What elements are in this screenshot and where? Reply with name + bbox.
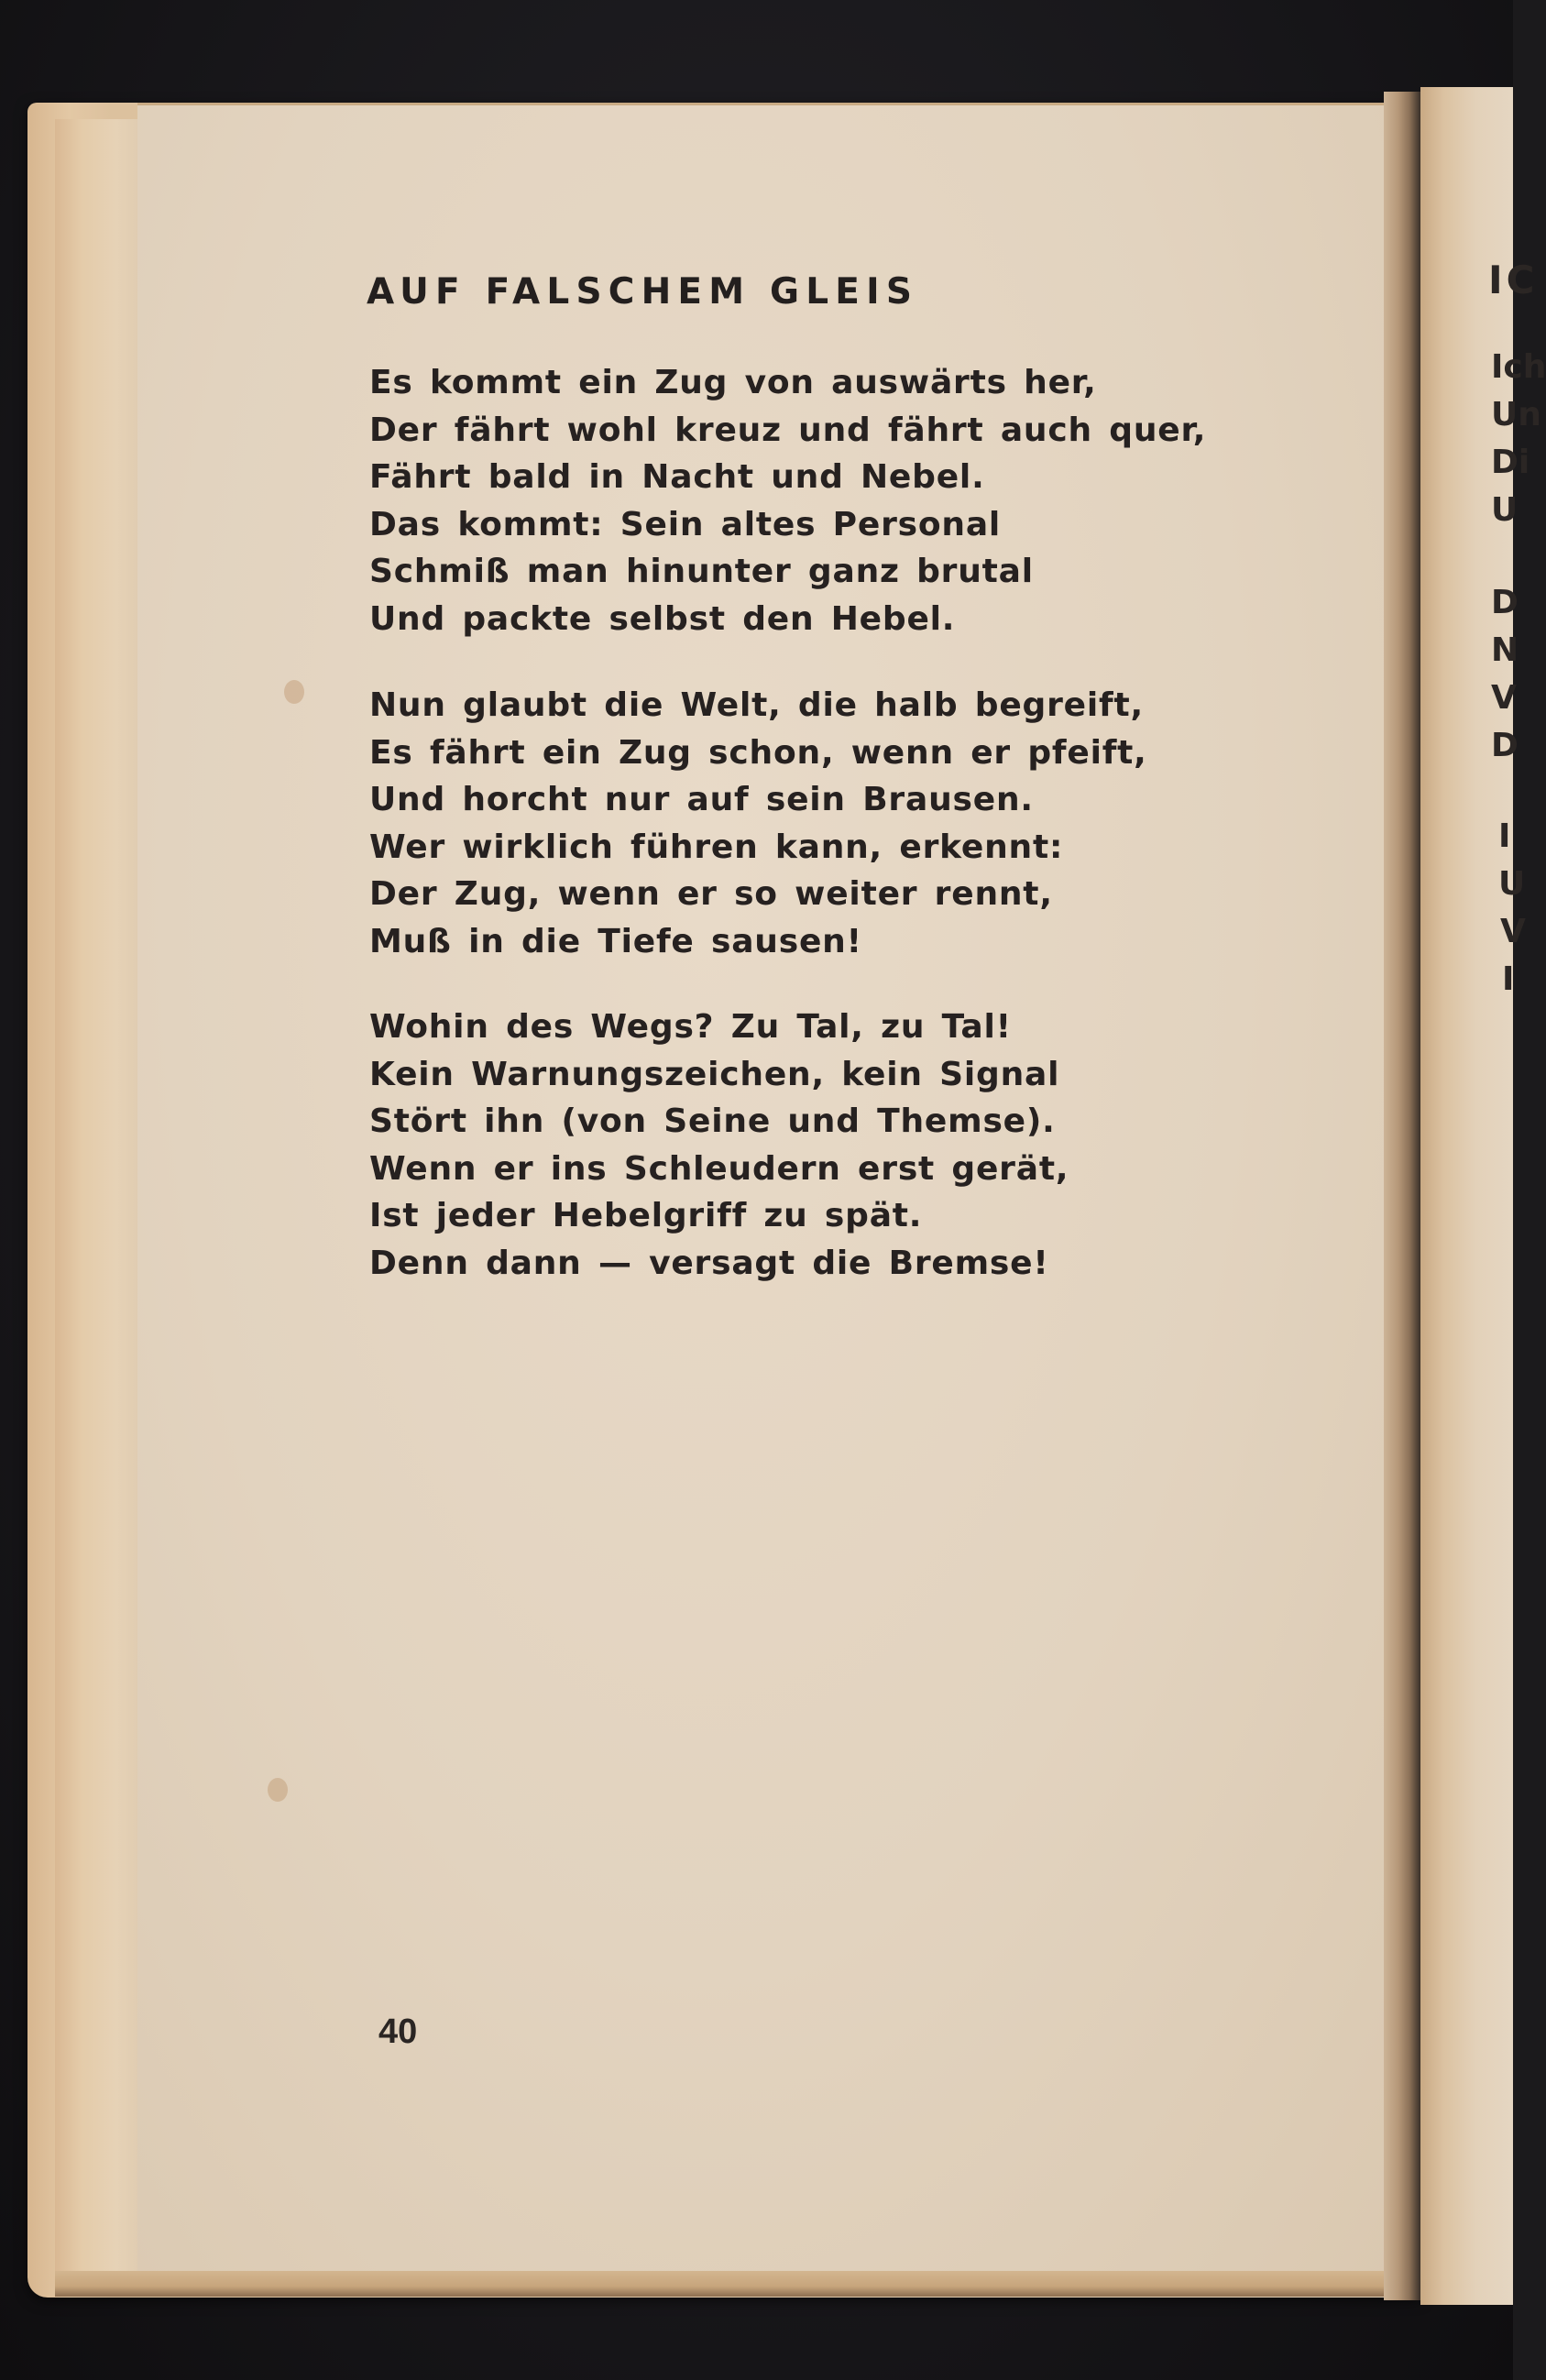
facing-page-fragment: D xyxy=(1491,584,1519,621)
poem-line: Wer wirklich führen kann, erkennt: xyxy=(369,828,1064,866)
stanza xyxy=(369,1004,1069,1287)
facing-page-fragment: I xyxy=(1502,960,1515,998)
poem-line: Fährt bald in Nacht und Nebel. xyxy=(369,458,985,496)
poem-line: Nun glaubt die Welt, die halb begreift, xyxy=(369,686,1144,724)
poem-line: Und packte selbst den Hebel. xyxy=(369,599,956,638)
poem-line: Das kommt: Sein altes Personal xyxy=(369,505,1002,543)
poem-line: Denn dann — versagt die Bremse! xyxy=(369,1244,1049,1282)
facing-page-fragment: Di xyxy=(1491,444,1530,481)
facing-page-fragment: U xyxy=(1498,865,1526,903)
poem-line: Es kommt ein Zug von auswärts her, xyxy=(369,364,1097,401)
facing-page-fragment: V xyxy=(1491,679,1517,717)
poem-line: Ist jeder Hebelgriff zu spät. xyxy=(369,1197,923,1234)
paper-spot xyxy=(268,1778,288,1802)
facing-page-fragment: IC xyxy=(1488,258,1539,302)
poem-line: Wohin des Wegs? Zu Tal, zu Tal! xyxy=(369,1008,1012,1046)
poem-line: Kein Warnungszeichen, kein Signal xyxy=(369,1055,1060,1093)
page-number: 40 xyxy=(378,2013,418,2051)
facing-page-fragment: D xyxy=(1491,727,1519,764)
poem-line: Es fährt ein Zug schon, wenn er pfeift, xyxy=(369,733,1147,772)
poem-line: Wenn er ins Schleudern erst gerät, xyxy=(369,1149,1069,1188)
poem-line: Der Zug, wenn er so weiter rennt, xyxy=(369,875,1053,913)
facing-page-fragment: Ich xyxy=(1491,348,1546,386)
paper-spot xyxy=(284,680,304,704)
poem-line: Und horcht nur auf sein Brausen. xyxy=(369,781,1034,818)
stanza xyxy=(369,682,1147,965)
facing-page-fragment: U xyxy=(1491,491,1519,529)
poem-line: Der fährt wohl kreuz und fährt auch quer, xyxy=(369,411,1207,449)
page-edge-left xyxy=(55,119,142,2282)
facing-page-fragment: N xyxy=(1491,631,1519,669)
poem-line: Schmiß man hinunter ganz brutal xyxy=(369,553,1034,590)
facing-page-fragment: V xyxy=(1500,913,1526,950)
facing-page-fragment: Un xyxy=(1491,396,1541,433)
page-edge-bottom xyxy=(55,2271,1402,2297)
book-gutter xyxy=(1384,92,1420,2300)
facing-page-fragment: I xyxy=(1498,817,1511,855)
poem-title: AUF FALSCHEM GLEIS xyxy=(367,271,919,313)
poem-line: Stört ihn (von Seine und Themse). xyxy=(369,1102,1056,1140)
stanza xyxy=(369,359,1206,642)
poem-line: Muß in die Tiefe sausen! xyxy=(369,922,862,960)
